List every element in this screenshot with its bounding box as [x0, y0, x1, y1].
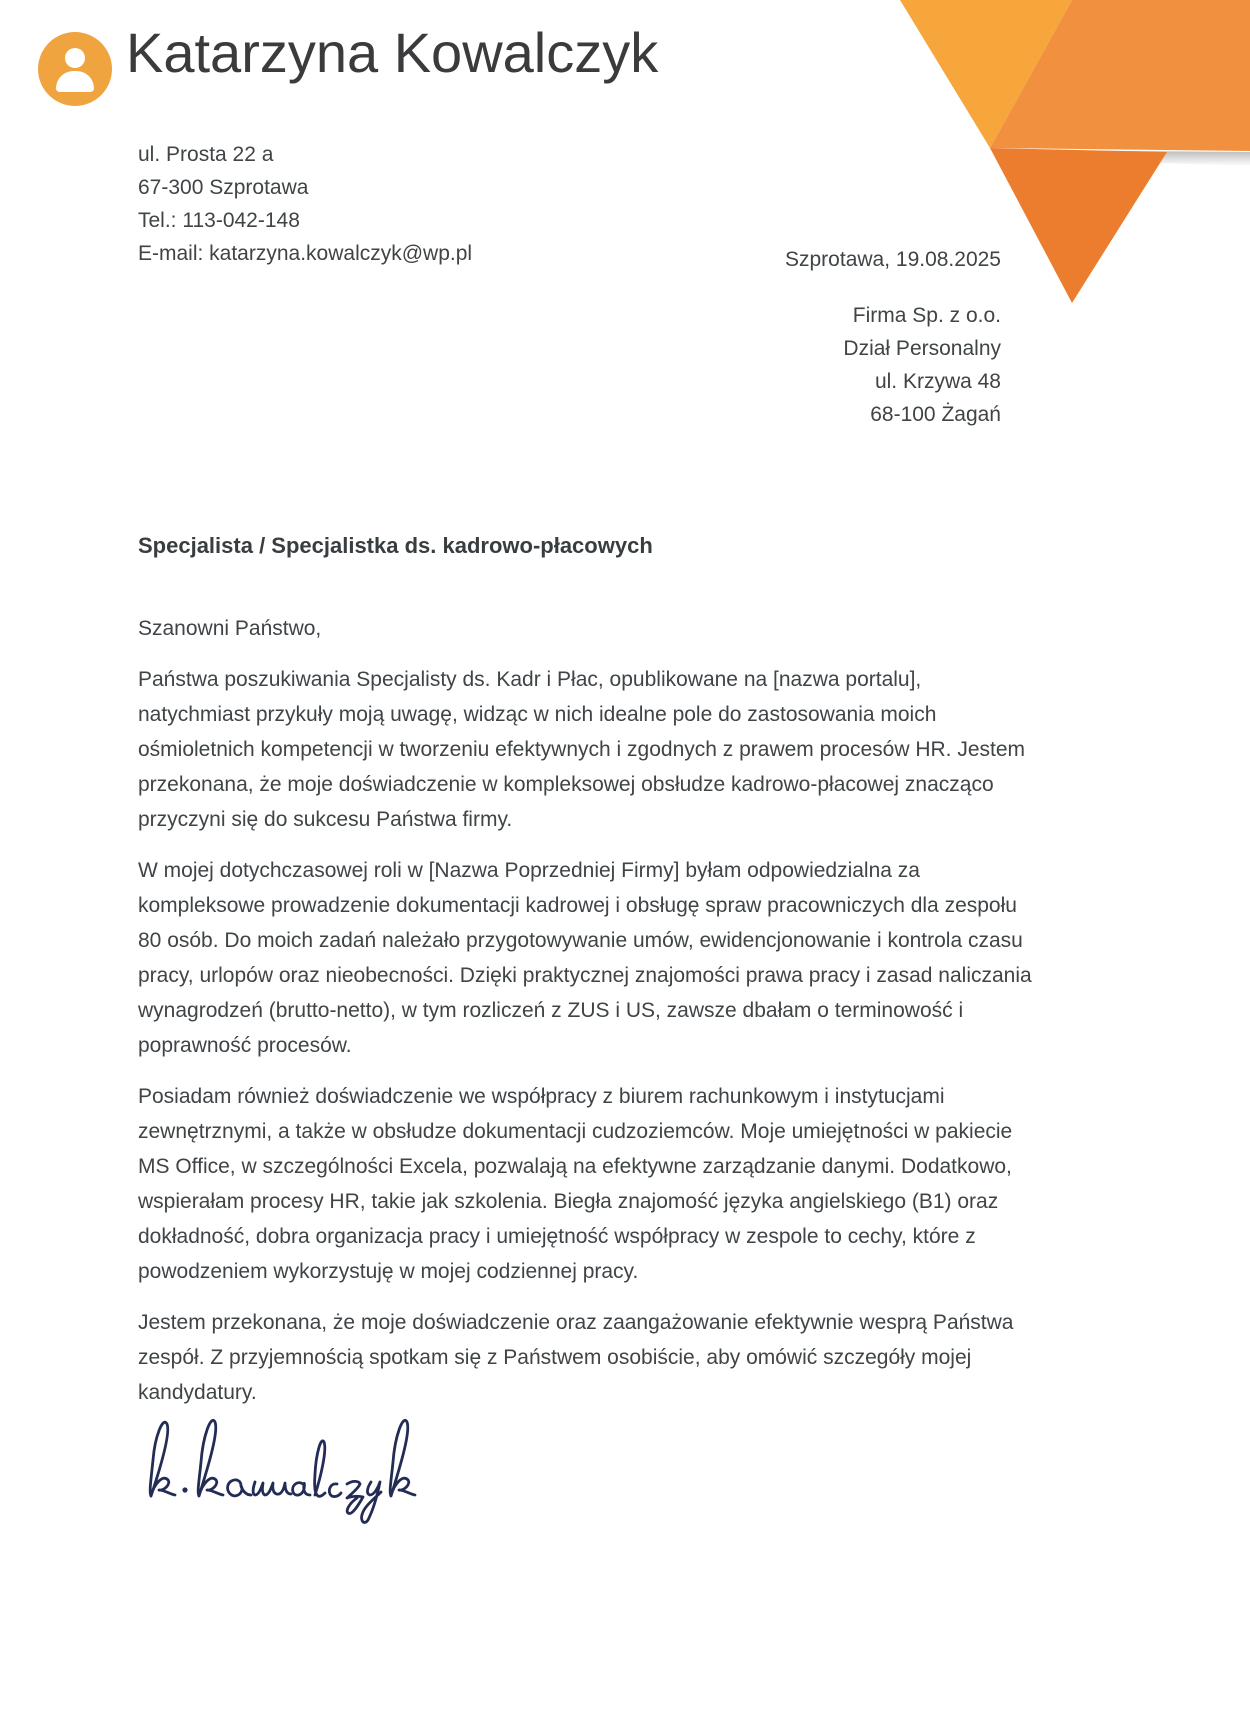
person-icon-body: [56, 71, 94, 92]
decoration-triangle-dark: [990, 148, 1167, 303]
paragraph-skills: Posiadam również doświadczenie we współpracy z biurem rachunkowym i instytucjami zewnętrznymi, a także w obsłudze dokumentacji cudzoziemców. Moje umiejętności w pakiecie MS Office, w szczególności Excela, pozwalają na efektywne zarządzanie danymi. Dodatkowo, wspierałam procesy HR, takie jak szkolenia. Biegła znajomość języka angielskiego (B1) oraz dokładność, dobra organizacja pracy i umiejętność współpracy w zespole to cechy, które z powodzeniem wykorzystuję w mojej codziennej pracy.: [138, 1085, 1013, 1283]
greeting: Szanowni Państwo,: [138, 617, 322, 640]
date-line: Szprotawa, 19.08.2025: [785, 248, 1001, 271]
sender-email: E-mail: katarzyna.kowalczyk@wp.pl: [138, 242, 473, 265]
paragraph-intro: Państwa poszukiwania Specjalisty ds. Kadr i Płac, opublikowane na [nazwa portalu], natychmiast przykuły moją uwagę, widząc w nich idealne pole do zastosowania moich ośmioletnich kompetencji w tworzeniu efektywnych i zgodnych z prawem procesów HR. Jestem przekonana, że moje doświadczenie w kompleksowej obsłudze kadrowo-płacowej znacząco przyczyni się do sukcesu Państwa firmy.: [138, 668, 1026, 831]
letter-body: [138, 662, 1038, 1410]
recipient-city: 68-100 Żagań: [870, 403, 1001, 426]
subject-line: Specjalista / Specjalistka ds. kadrowo-płacowych: [138, 533, 653, 558]
person-icon: [65, 48, 85, 68]
sender-address-block: [138, 138, 472, 270]
recipient-address-block: [843, 299, 1001, 431]
page-title: Katarzyna Kowalczyk: [126, 21, 659, 84]
avatar: [38, 32, 112, 106]
signature-strokes: [150, 1420, 415, 1522]
recipient-street: ul. Krzywa 48: [874, 370, 1001, 393]
paragraph-closing: Jestem przekonana, że moje doświadczenie oraz zaangażowanie efektywnie wesprą Państwa zespół. Z przyjemnością spotkam się z Państwem osobiście, aby omówić szczegóły mojej kandydatury.: [138, 1311, 1014, 1404]
recipient-company: Firma Sp. z o.o.: [852, 304, 1001, 327]
sender-city: 67-300 Szprotawa: [138, 176, 309, 199]
sender-phone: Tel.: 113-042-148: [138, 209, 300, 232]
signature: [132, 1412, 432, 1542]
sender-street: ul. Prosta 22 a: [138, 143, 274, 166]
recipient-department: Dział Personalny: [843, 337, 1001, 360]
paragraph-experience: W mojej dotychczasowej roli w [Nazwa Poprzedniej Firmy] byłam odpowiedzialna za kompleksowe prowadzenie dokumentacji kadrowej i obsługę spraw pracowniczych dla zespołu 80 osób. Do moich zadań należało przygotowywanie umów, ewidencjonowanie i kontrola czasu pracy, urlopów oraz nieobecności. Dzięki praktycznej znajomości prawa pracy i zasad naliczania wynagrodzeń (brutto-netto), w tym rozliczeń z ZUS i US, zawsze dbałam o terminowość i poprawność procesów.: [138, 859, 1032, 1057]
